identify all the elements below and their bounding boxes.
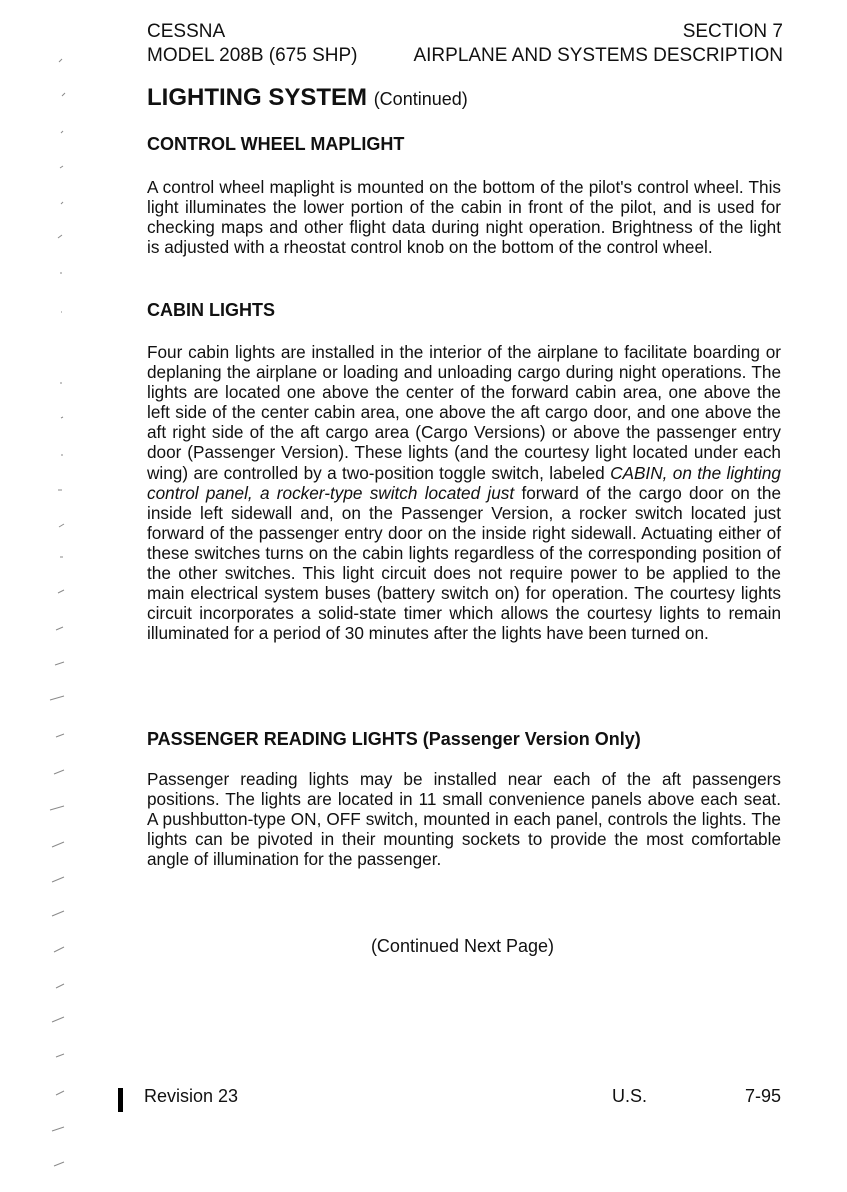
cabin-lights-text-2: forward of the cargo door on the inside left sidewall and, on the Passenger Version, a rocker switch located just forward of the passenger entry door on the inside right sidewall. Actuating either of these switches turns on the cabin lights regardless of the corresponding position of the other switches. This light circuit does not require power to be applied to the main electrical system buses (battery switch on) for operation. The courtesy lights circuit incorporates a solid-state timer which allows the courtesy lights to remain illuminated for a period of 30 minutes after the lights have been turned on. <box>147 482 781 644</box>
header-model: MODEL 208B (675 SHP) <box>147 45 358 66</box>
footer-revision: Revision 23 <box>144 1086 239 1106</box>
page-title <box>147 84 468 113</box>
cabin-lights-text-1: Four cabin lights are installed in the interior of the airplane to facilitate boarding or deplaning the airplane or loading and unloading cargo during night operations. The lights are located one above the center of the forward cabin area, one above the left side of the center cabin area, one above the aft cargo door, and one above the aft right side of the aft cargo area (Cargo Versions) or above the passenger entry door (Passenger Version). These lights (and the courtesy light located under each wing) are controlled by a two-position toggle switch, labeled <box>147 342 781 483</box>
footer-region: U.S. <box>612 1086 648 1106</box>
page-title-main: LIGHTING SYSTEM <box>147 84 368 111</box>
header-manufacturer: CESSNA <box>147 21 226 42</box>
scan-margin-marks <box>28 40 78 1180</box>
section-title-passenger-reading-lights: PASSENGER READING LIGHTS (Passenger Version Only) <box>147 729 641 749</box>
section-body-passenger-reading-lights: Passenger reading lights may be installed near each of the aft passengers positions. The lights are located in 11 small convenience panels above each seat. A pushbutton-type ON, OFF switch, mounted in each panel, controls the lights. The lights can be pivoted in their mounting sockets to provide the most comfortable angle of illumination for the passenger. <box>147 769 781 870</box>
revision-change-bar <box>118 1088 123 1112</box>
page-title-suffix: (Continued) <box>373 89 468 109</box>
header-section: SECTION 7 <box>682 21 783 42</box>
cabin-lights-text-italic: CABIN, on the lighting control panel, a rocker-type switch located just <box>147 462 781 503</box>
section-body-cabin-lights <box>147 342 781 643</box>
header-section-title: AIRPLANE AND SYSTEMS DESCRIPTION <box>413 45 783 66</box>
footer-page-number: 7-95 <box>745 1086 782 1106</box>
header-row-1 <box>147 21 783 43</box>
section-body-control-wheel-maplight: A control wheel maplight is mounted on the bottom of the pilot's control wheel. This light illuminates the lower portion of the cabin in front of the pilot, and is used for checking maps and other flight data during night operation. Brightness of the light is adjusted with a rheostat control knob on the bottom of the control wheel. <box>147 177 781 258</box>
section-title-cabin-lights: CABIN LIGHTS <box>147 300 275 320</box>
header-row-2 <box>147 45 783 67</box>
section-title-control-wheel-maplight: CONTROL WHEEL MAPLIGHT <box>147 134 405 154</box>
continued-next-page: (Continued Next Page) <box>370 936 555 956</box>
